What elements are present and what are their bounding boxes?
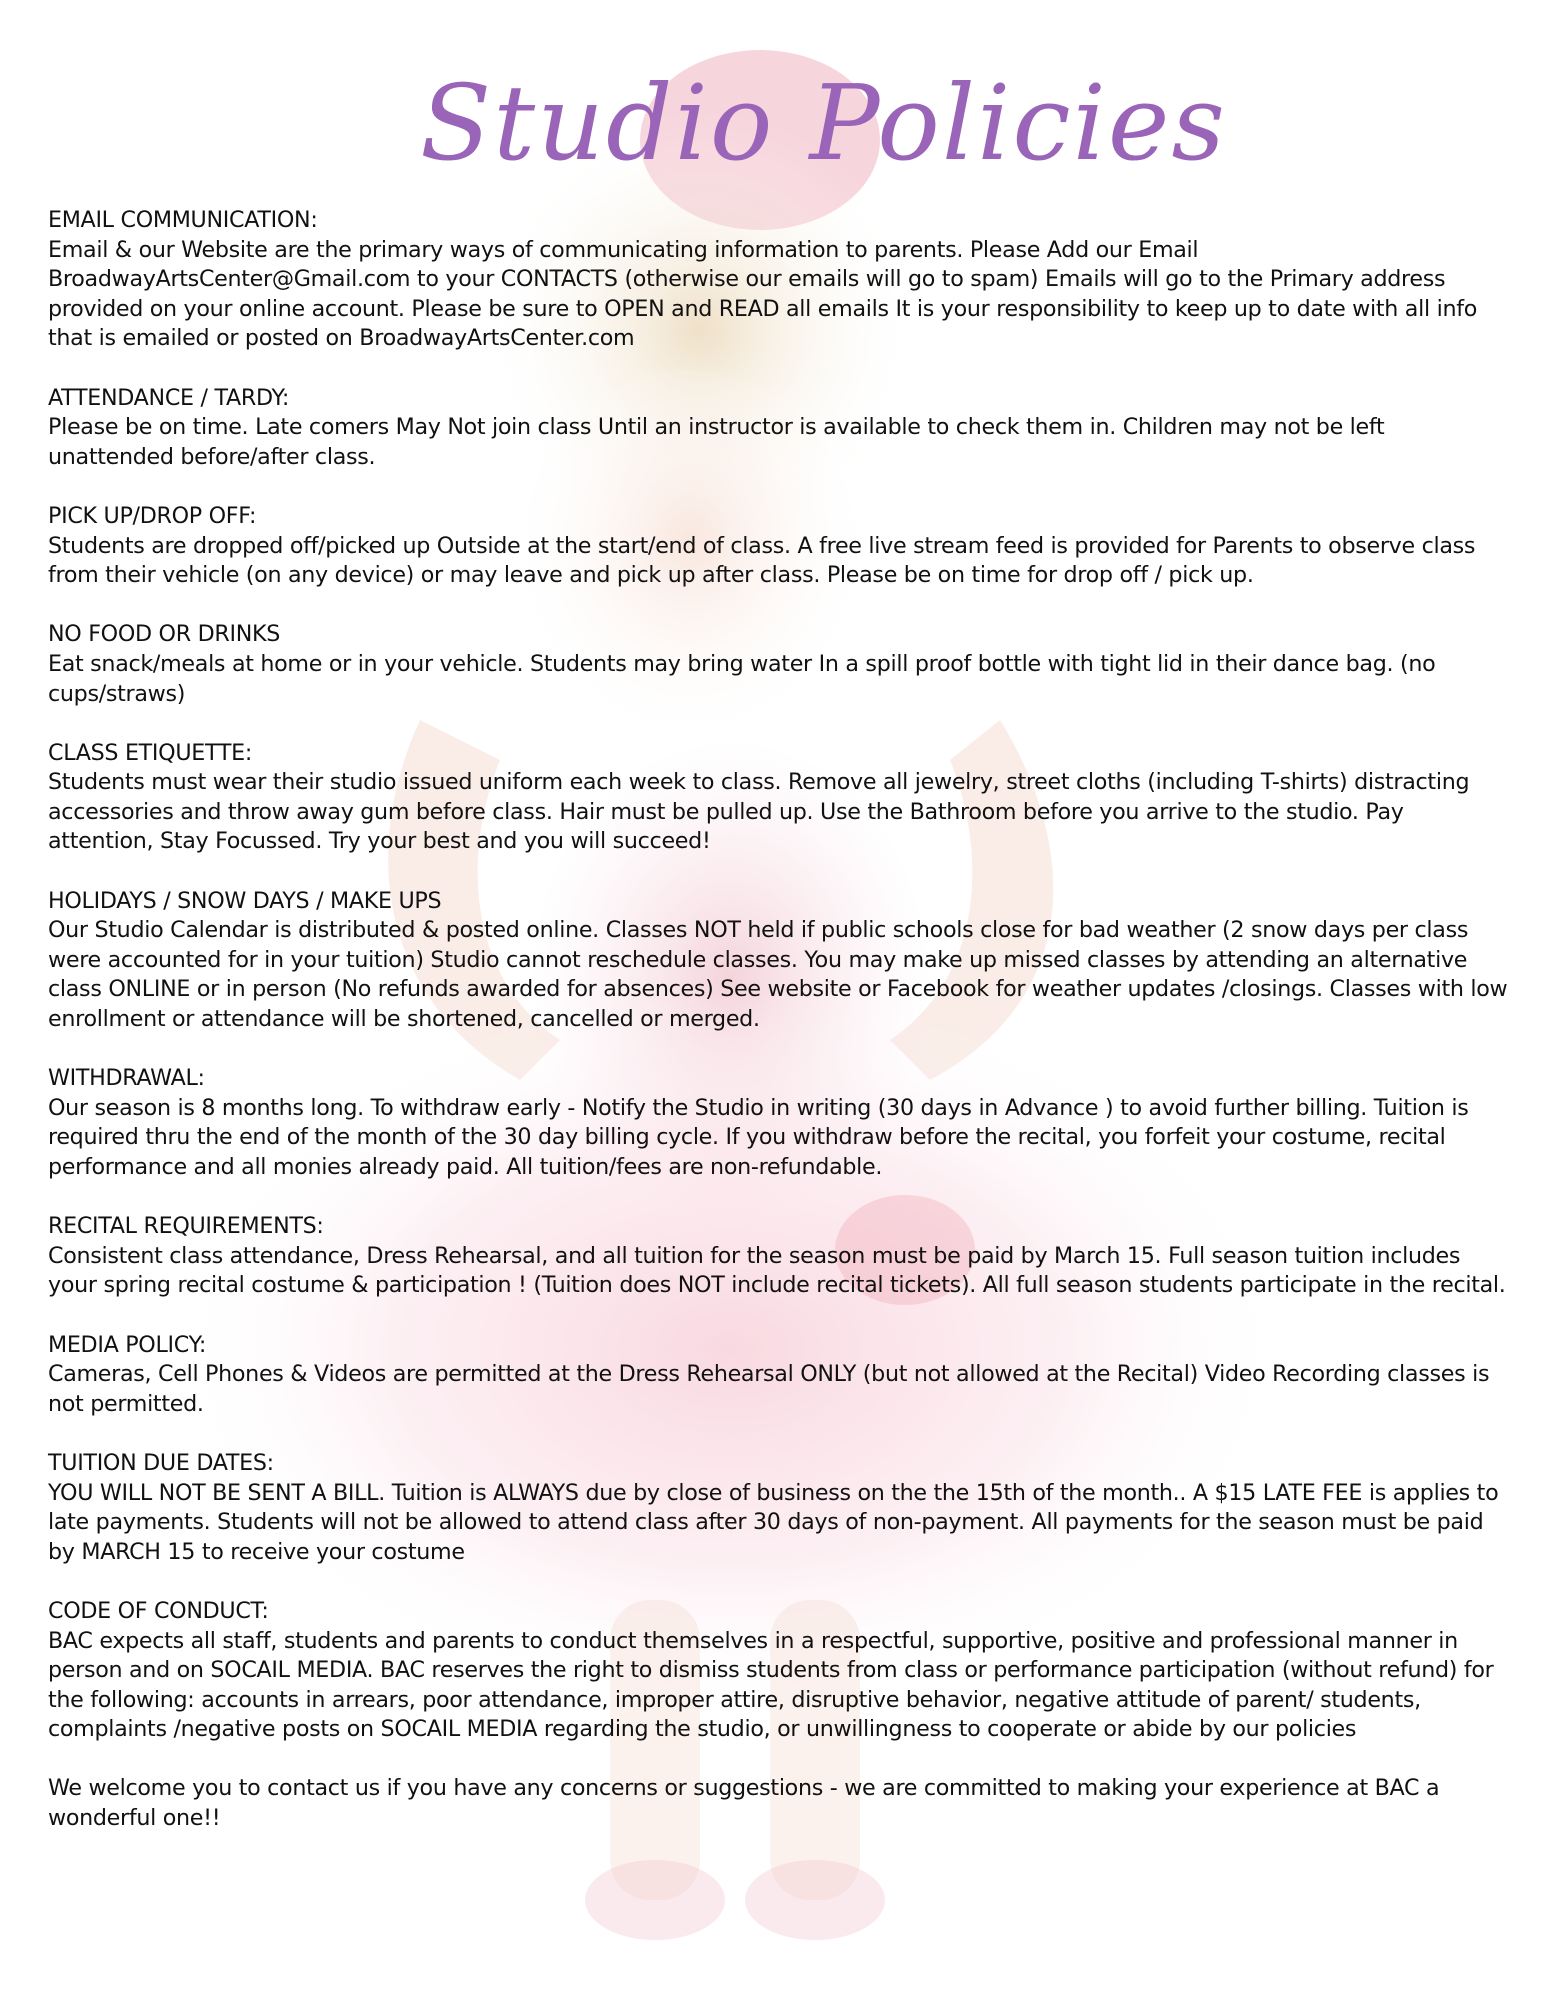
section-heading: RECITAL REQUIREMENTS: <box>48 1213 324 1240</box>
section-heading: PICK UP/DROP OFF: <box>48 502 257 529</box>
section-body: Email & our Website are the primary ways of communicating information to parents. Please Add our Email BroadwayArtsCenter@Gmail.com to your CONTACTS (otherwise our emails will go to spam) Emails will go to the Primary address provided on your online account. Please be sure to OPEN and READ all emails It is your responsibility to keep up to date with all info that is emailed or posted on BroadwayArtsCenter.com <box>48 236 1477 352</box>
policy-section-media <box>48 1331 1508 1420</box>
section-body: Our season is 8 months long. To withdraw early - Notify the Studio in writing (30 days in Advance ) to avoid further billing. Tuition is required thru the end of the month of the 30 day billing cycle. If you withdraw before the recital, you forfeit your costume, recital performance and all monies already paid. All tuition/fees are non-refundable. <box>48 1094 1469 1180</box>
section-heading: WITHDRAWAL: <box>48 1065 205 1092</box>
policy-section-withdrawal <box>48 1064 1508 1182</box>
section-body: YOU WILL NOT BE SENT A BILL. Tuition is ALWAYS due by close of business on the the 15th of the month.. A $15 LATE FEE is applies to late payments. Students will not be allowed to attend class after 30 days of non-payment. All payments for the season must be paid by MARCH 15 to receive your costume <box>48 1479 1499 1565</box>
policy-section-tuition <box>48 1449 1508 1567</box>
section-heading: ATTENDANCE / TARDY: <box>48 384 290 411</box>
policy-section-attendance <box>48 384 1508 473</box>
section-body: Consistent class attendance, Dress Rehearsal, and all tuition for the season must be paid by March 15. Full season tuition includes your spring recital costume & participation ! (Tuition does NOT include recital tickets). All full season students participate in the recital. <box>48 1242 1506 1299</box>
policy-section-conduct <box>48 1597 1508 1745</box>
section-body: Students are dropped off/picked up Outside at the start/end of class. A free live stream feed is provided for Parents to observe class from their vehicle (on any device) or may leave and pick up after class. Please be on time for drop off / pick up. <box>48 532 1476 589</box>
section-heading: EMAIL COMMUNICATION: <box>48 207 318 233</box>
section-heading: MEDIA POLICY: <box>48 1331 207 1358</box>
page-title: Studio Policies <box>420 62 1227 184</box>
policy-section-pickup <box>48 502 1508 591</box>
section-heading: TUITION DUE DATES: <box>48 1449 274 1476</box>
policy-section-holidays <box>48 887 1508 1035</box>
policy-section-recital <box>48 1212 1508 1301</box>
closing-message: We welcome you to contact us if you have any concerns or suggestions - we are committed to making your experience at BAC a wonderful one!! <box>48 1775 1440 1832</box>
policy-section-etiquette <box>48 739 1508 857</box>
section-body: BAC expects all staff, students and parents to conduct themselves in a respectful, supportive, positive and professional manner in person and on SOCAIL MEDIA. BAC reserves the right to dismiss students from class or performance participation (without refund) for the following: accounts in arrears, poor attendance, improper attire, disruptive behavior, negative attitude of parent/ students, complaints /negative posts on SOCAIL MEDIA regarding the studio, or unwillingness to cooperate or abide by our policies <box>48 1627 1494 1743</box>
policy-content <box>48 206 1508 1834</box>
section-heading: NO FOOD OR DRINKS <box>48 621 281 648</box>
section-heading: HOLIDAYS / SNOW DAYS / MAKE UPS <box>48 887 442 914</box>
section-heading: CODE OF CONDUCT: <box>48 1597 269 1624</box>
section-body: Students must wear their studio issued uniform each week to class. Remove all jewelry, street cloths (including T-shirts) distracting accessories and throw away gum before class. Hair must be pulled up. Use the Bathroom before you arrive to the studio. Pay attention, Stay Focussed. Try your best and you will succeed! <box>48 769 1470 855</box>
policy-section-food <box>48 620 1508 709</box>
section-body: Cameras, Cell Phones & Videos are permitted at the Dress Rehearsal ONLY (but not allowed at the Recital) Video Recording classes is not permitted. <box>48 1361 1490 1417</box>
policy-section-email <box>48 206 1508 354</box>
section-heading: CLASS ETIQUETTE: <box>48 739 253 766</box>
section-body: Our Studio Calendar is distributed & posted online. Classes NOT held if public schools close for bad weather (2 snow days per class were accounted for in your tuition) Studio cannot reschedule classes. You may make up missed classes by attending an alternative class ONLINE or in person (No refunds awarded for absences) See website or Facebook for weather updates /closings. Classes with low enrollment or attendance will be shortened, cancelled or merged. <box>48 917 1508 1033</box>
section-body: Please be on time. Late comers May Not join class Until an instructor is available to check them in. Children may not be left unattended before/after class. <box>48 414 1385 470</box>
section-body: Eat snack/meals at home or in your vehicle. Students may bring water In a spill proof bottle with tight lid in their dance bag. (no cups/straws) <box>48 650 1436 707</box>
